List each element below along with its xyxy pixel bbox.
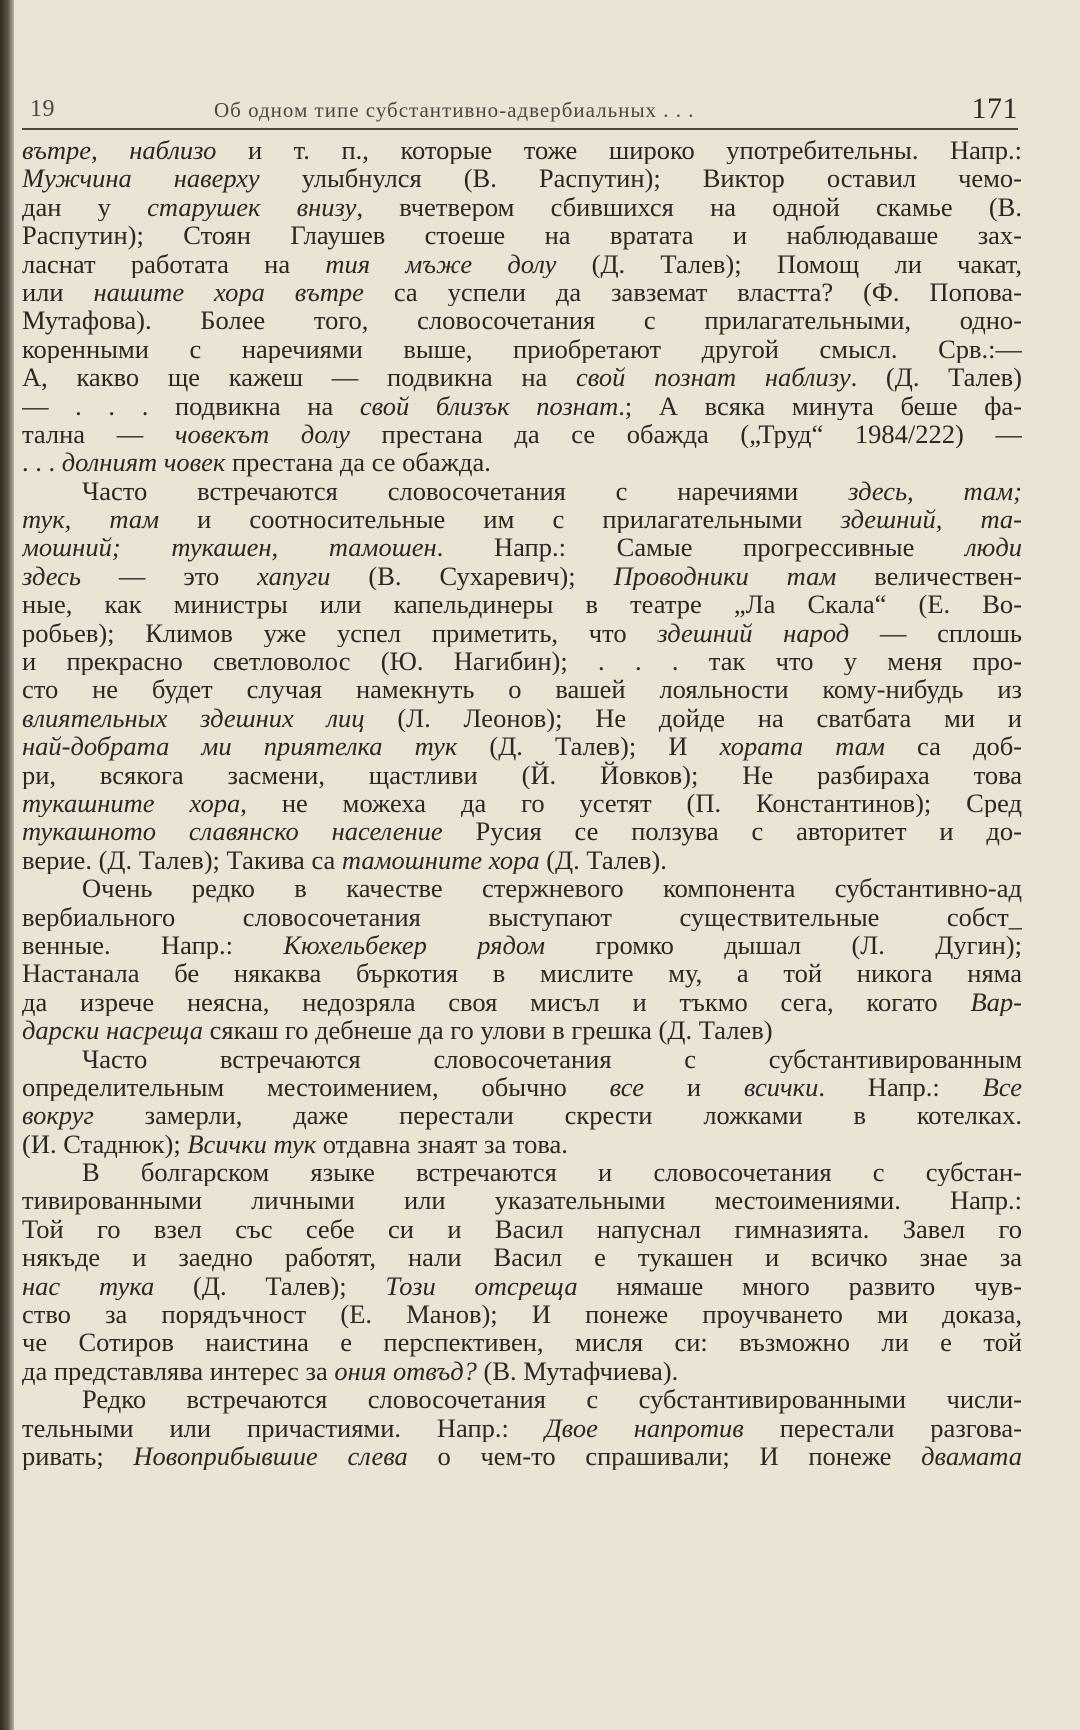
text-run: . Напр.: <box>818 1072 983 1102</box>
book-binding-shadow <box>0 0 14 1730</box>
text-run: ласнат работата на <box>22 249 326 278</box>
italic-example: старушек внизу <box>147 192 357 222</box>
italic-example: двамата <box>921 1441 1022 1471</box>
text-run: перестали разгова- <box>743 1413 1022 1442</box>
text-line <box>22 761 1022 789</box>
text-line <box>22 1158 1022 1186</box>
text-run: громко дышал (Л. Дугин); <box>545 930 1022 960</box>
text-line <box>22 392 1022 420</box>
italic-example: свой близък познат <box>359 391 619 420</box>
text-run: престана да се обажда („Труд“ 1984/222) — <box>349 419 1022 449</box>
text-run: тельными или причастиями. Напр.: <box>22 1413 545 1442</box>
book-page <box>22 92 1032 1471</box>
text-run: .; А всяка минута беше фа- <box>618 391 1022 420</box>
text-run: В болгарском языке встречаются и словосочетания с субстан- <box>82 1158 1022 1187</box>
text-run: тивированными личными или указательными местоимениями. Напр.: <box>22 1186 1022 1215</box>
italic-example: люди <box>965 533 1022 562</box>
text-line <box>22 335 1022 363</box>
text-run: вербиального словосочетания выступают существительные собст_ <box>22 902 1022 931</box>
text-run: венные. Напр.: <box>22 930 284 960</box>
text-line <box>22 874 1022 902</box>
italic-example: вокруг <box>22 1101 94 1130</box>
italic-example: Новоприбывшие слева <box>133 1441 408 1471</box>
text-run: да представлява интерес за <box>22 1356 335 1386</box>
text-run: (В. Сухаревич); <box>330 561 614 591</box>
italic-example: Мужчина наверху <box>22 164 260 193</box>
text-run: коренными с наречиями выше, приобретают другой смысл. Срв.:— <box>22 334 1022 364</box>
text-run: , <box>91 136 130 165</box>
text-run: (Л. Леонов); Не дойде на сватбата ми и <box>364 703 1022 733</box>
text-run: о чем-то спрашивали; И понеже <box>407 1441 922 1471</box>
running-title: Об одном типе субстантивно-адвербиальных . . . <box>214 98 695 122</box>
text-run: робьев); Климов уже успел приметить, что <box>22 618 658 648</box>
text-run: Редко встречаются словосочетания с субстантивированными числи- <box>82 1385 1022 1414</box>
italic-example: вътре <box>22 136 92 165</box>
text-line <box>22 959 1022 987</box>
text-line <box>22 1328 1022 1356</box>
text-line <box>22 278 1022 306</box>
text-line <box>22 193 1022 221</box>
text-line <box>22 789 1022 817</box>
text-run: ривать; <box>22 1441 134 1471</box>
text-run: улыбнулся (В. Распутин); Виктор оставил чемо- <box>259 164 1022 193</box>
text-line <box>22 732 1022 760</box>
text-line <box>22 477 1022 505</box>
text-run: ство за порядъчност (Е. Манов); И понеже проучването ми доказа, <box>22 1300 1022 1329</box>
text-line <box>22 221 1022 249</box>
text-line <box>22 704 1022 732</box>
italic-example: тук, там <box>22 505 159 534</box>
italic-example: тукашните хора <box>22 788 241 818</box>
italic-example: хората там <box>719 732 885 761</box>
text-run: . (Д. Талев) <box>850 363 1022 392</box>
text-line <box>22 250 1022 278</box>
italic-example: Все <box>982 1072 1022 1102</box>
italic-example: нас тука <box>22 1271 155 1301</box>
text-run: величествен- <box>836 561 1022 591</box>
text-run: че Сотиров наистина е перспективен, мисля си: възможно ли е той <box>22 1328 1022 1357</box>
text-line <box>22 136 1022 164</box>
text-line <box>22 1357 1022 1385</box>
italic-example: Кюхельбекер рядом <box>283 930 546 960</box>
text-run: (И. Стаднюк); <box>22 1129 188 1159</box>
italic-example: здешний народ <box>657 618 850 648</box>
text-line <box>22 988 1022 1016</box>
italic-example: ония отвъд? <box>334 1356 477 1386</box>
italic-example: човекът долу <box>174 419 350 449</box>
text-run: . Напр.: Самые прогрессивные <box>436 533 966 562</box>
page-header <box>22 92 1032 132</box>
italic-example: тамошните хора <box>341 845 540 875</box>
text-line <box>22 1215 1022 1243</box>
text-run: сякаш го дебнеше да го улови в грешка (Д. Талев) <box>203 1016 773 1045</box>
text-run: — . . . подвикна на <box>22 391 360 420</box>
text-line <box>22 164 1022 192</box>
text-run: Мутафова). Более того, словосочетания с прилагательными, одно- <box>22 306 1022 335</box>
text-line <box>22 846 1022 874</box>
text-run: Часто встречаются словосочетания с наречиями <box>82 476 849 506</box>
text-run: ри, всякога засмени, щастливи (Й. Йовков); Не разбираха това <box>22 760 1022 789</box>
text-line <box>22 1045 1022 1073</box>
text-run: (Д. Талев); <box>154 1271 386 1301</box>
text-line <box>22 1414 1022 1442</box>
text-run: (Д. Талев); Помощ ли чакат, <box>556 249 1022 278</box>
text-line <box>22 306 1022 334</box>
italic-example: долният човек <box>61 448 226 477</box>
text-run: или <box>22 277 94 307</box>
text-run: и т. п., которые тоже широко употребительны. Напр.: <box>216 136 1022 165</box>
text-run: са успели да завземат властта? (Ф. Попова- <box>363 277 1022 307</box>
text-line <box>22 533 1022 561</box>
italic-example: влиятельных здешних лиц <box>22 703 365 733</box>
text-run: , не можеха да го усетят (П. Константинов); Сред <box>240 788 1022 818</box>
text-line <box>22 619 1022 647</box>
text-line <box>22 903 1022 931</box>
italic-example: Вар- <box>970 987 1022 1017</box>
text-run: , вчетвером сбившихся на одной скамье (В. <box>356 192 1022 222</box>
text-run: да изрече неясна, недозряла своя мисъл и тъкмо сега, когато <box>22 987 971 1017</box>
text-run: тална — <box>22 419 175 449</box>
text-run: нямаше много развито чув- <box>577 1271 1022 1301</box>
text-run: и соотносительные им с прилагательными <box>159 505 841 534</box>
text-run: Очень редко в качестве стержневого компонента субстантивно-ад <box>82 874 1022 903</box>
signature-mark: 19 <box>30 96 55 122</box>
page-number: 171 <box>971 92 1018 125</box>
text-run: престана да се обажда. <box>225 448 491 477</box>
text-run: сто не будет случая намекнуть о вашей лояльности кому-нибудь из <box>22 675 1022 704</box>
italic-example: дарски насреща <box>22 1016 204 1045</box>
italic-example: тия мъже долу <box>325 249 557 278</box>
text-run: Той го взел със себе си и Васил напуснал гимназията. Завел го <box>22 1214 1022 1244</box>
text-line <box>22 931 1022 959</box>
italic-example: мошний; тукашен, тамошен <box>22 533 437 562</box>
body-text <box>22 136 1022 1470</box>
text-line <box>22 1073 1022 1101</box>
text-line <box>22 1385 1022 1413</box>
text-run: някъде и заедно работят, нали Васил е тукашен и всичко знае за <box>22 1243 1022 1272</box>
text-line <box>22 562 1022 590</box>
text-run: дан у <box>22 192 148 222</box>
text-run: ные, как министры или капельдинеры в театре „Ла Скала“ (Е. Во- <box>22 590 1022 619</box>
text-run: определительным местоимением, обычно <box>22 1072 610 1102</box>
text-run: . . . <box>22 448 62 477</box>
text-run: и <box>644 1072 744 1102</box>
italic-example: Проводники там <box>613 561 837 591</box>
text-run: верие. (Д. Талев); Такива са <box>22 845 342 875</box>
text-run: са доб- <box>884 732 1022 761</box>
text-line <box>22 363 1022 391</box>
text-line <box>22 1300 1022 1328</box>
text-run: Русия се ползува с авторитет и до- <box>442 817 1022 846</box>
italic-example: най-добрата ми приятелка тук <box>22 732 458 761</box>
italic-example: всички <box>743 1072 819 1102</box>
text-line <box>22 1186 1022 1214</box>
header-rule <box>22 128 1018 130</box>
text-line <box>22 1442 1022 1470</box>
italic-example: Двое напротив <box>544 1413 744 1442</box>
italic-example: нашите хора вътре <box>93 277 364 307</box>
text-run: — сплошь <box>849 618 1022 648</box>
text-run: (Д. Талев). <box>539 845 667 875</box>
text-line <box>22 817 1022 845</box>
text-run: (Д. Талев); И <box>457 732 720 761</box>
italic-example: хапуги <box>257 561 331 591</box>
text-run: замерли, даже перестали скрести ложками в котелках. <box>93 1101 1022 1130</box>
text-run: отдавна знаят за това. <box>316 1129 568 1159</box>
text-line <box>22 1130 1022 1158</box>
italic-example: Този отсреща <box>385 1271 578 1301</box>
italic-example: тукашното славянско население <box>22 817 443 846</box>
text-line <box>22 675 1022 703</box>
text-line <box>22 590 1022 618</box>
text-run: Часто встречаются словосочетания с субстантивированным <box>82 1044 1022 1073</box>
text-line <box>22 505 1022 533</box>
text-run: А, какво ще кажеш — подвикна на <box>22 363 576 392</box>
text-line <box>22 647 1022 675</box>
text-line <box>22 448 1022 476</box>
italic-example: свой познат наблизу <box>575 363 851 392</box>
text-line <box>22 1243 1022 1271</box>
italic-example: здесь, там; <box>848 476 1022 506</box>
italic-example: здешний, та- <box>840 505 1022 534</box>
text-run: и прекрасно светловолос (Ю. Нагибин); . . . так что у меня про- <box>22 647 1022 676</box>
italic-example: все <box>609 1072 644 1102</box>
text-line <box>22 1016 1022 1044</box>
text-run: (В. Мутафчиева). <box>476 1356 679 1386</box>
italic-example: Всички тук <box>187 1129 317 1159</box>
text-line <box>22 1101 1022 1129</box>
italic-example: наблизо <box>129 136 217 165</box>
text-run: — это <box>80 561 258 591</box>
text-line <box>22 420 1022 448</box>
text-run: Распутин); Стоян Глаушев стоеше на вратата и наблюдаваше зах- <box>22 221 1022 250</box>
italic-example: здесь <box>22 561 81 591</box>
text-run: Настанала бе някаква бъркотия в мислите му, а той никога няма <box>22 959 1022 988</box>
text-line <box>22 1272 1022 1300</box>
